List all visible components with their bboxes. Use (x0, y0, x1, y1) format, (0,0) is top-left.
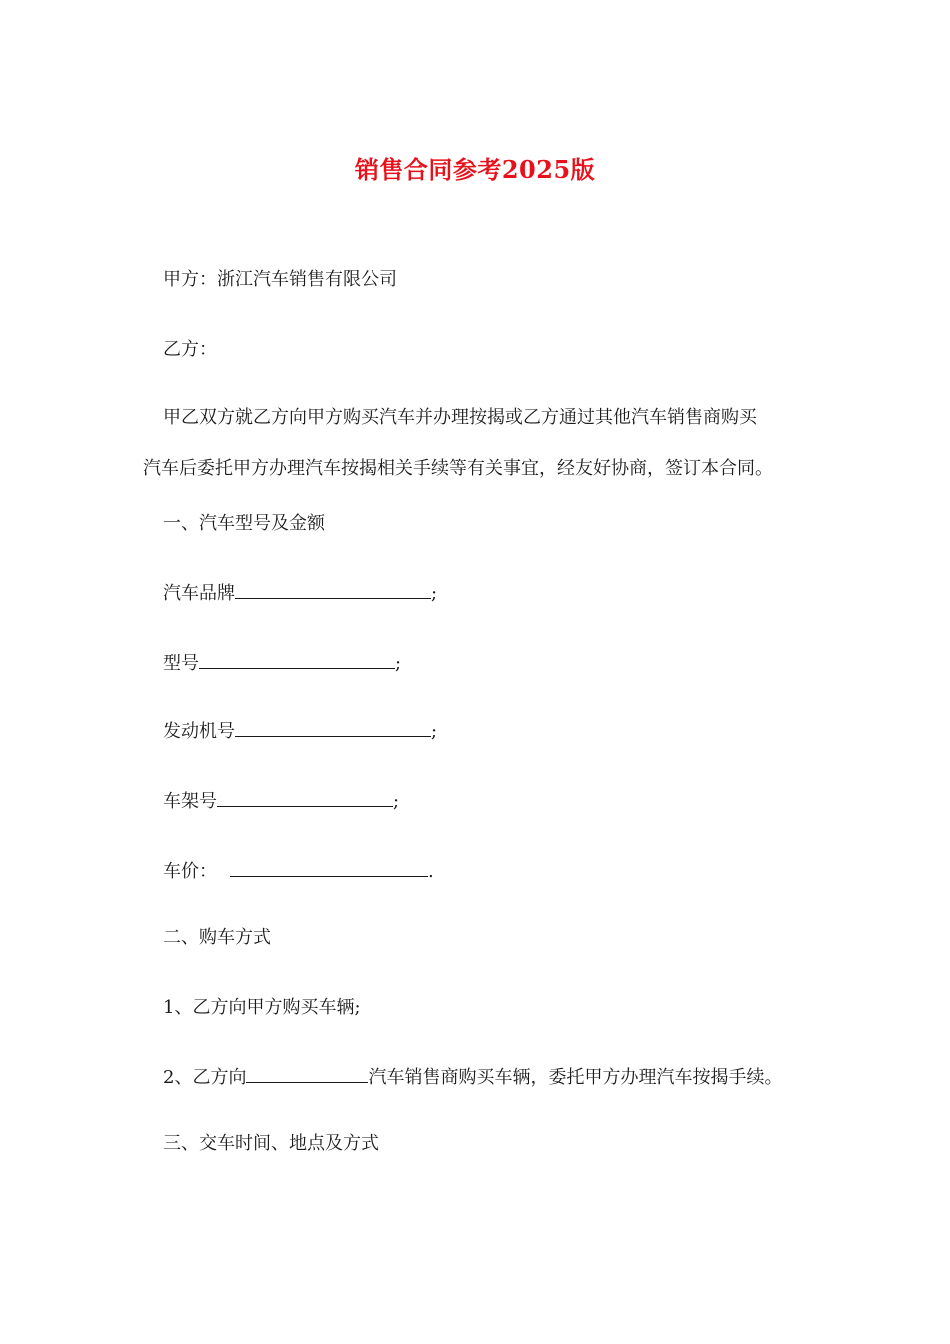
party-b-line: 乙方： (163, 339, 217, 360)
engine-semicolon: ; (431, 721, 438, 742)
frame-semicolon: ; (393, 791, 400, 812)
price-period: . (428, 861, 434, 882)
dealer-blank[interactable] (246, 1064, 368, 1083)
item-1: 1、乙方向甲方购买车辆; (163, 997, 361, 1018)
intro-line-2: 汽车后委托甲方办理汽车按揭相关手续等有关事宜，经友好协商，签订本合同。 (143, 458, 773, 479)
price-field (163, 858, 434, 884)
brand-semicolon: ; (431, 583, 438, 604)
item-2-prefix: 2、乙方向 (163, 1067, 247, 1088)
frame-label: 车架号 (163, 791, 217, 812)
section-1-heading: 一、汽车型号及金额 (163, 513, 325, 534)
engine-blank[interactable] (235, 718, 431, 737)
section-2-heading: 二、购车方式 (163, 927, 271, 948)
section-3-heading: 三、交车时间、地点及方式 (163, 1133, 379, 1154)
engine-field (163, 718, 437, 744)
party-a-line: 甲方：浙江汽车销售有限公司 (163, 269, 397, 290)
brand-blank[interactable] (235, 580, 431, 599)
item-2 (163, 1064, 782, 1090)
intro-paragraph (143, 406, 823, 481)
model-field (163, 650, 401, 676)
engine-label: 发动机号 (163, 721, 235, 742)
price-label: 车价： (163, 861, 217, 882)
item-2-suffix: 汽车销售商购买车辆，委托甲方办理汽车按揭手续。 (368, 1067, 783, 1088)
price-blank[interactable] (230, 858, 428, 877)
brand-label: 汽车品牌 (163, 583, 235, 604)
frame-field (163, 788, 399, 814)
model-semicolon: ; (395, 653, 402, 674)
brand-field (163, 580, 437, 606)
intro-line-1: 甲乙双方就乙方向甲方购买汽车并办理按揭或乙方通过其他汽车销售商购买 (163, 407, 757, 428)
document-title: 销售合同参考2025版 (354, 155, 596, 184)
model-label: 型号 (163, 653, 199, 674)
frame-blank[interactable] (217, 788, 393, 807)
model-blank[interactable] (199, 650, 395, 669)
